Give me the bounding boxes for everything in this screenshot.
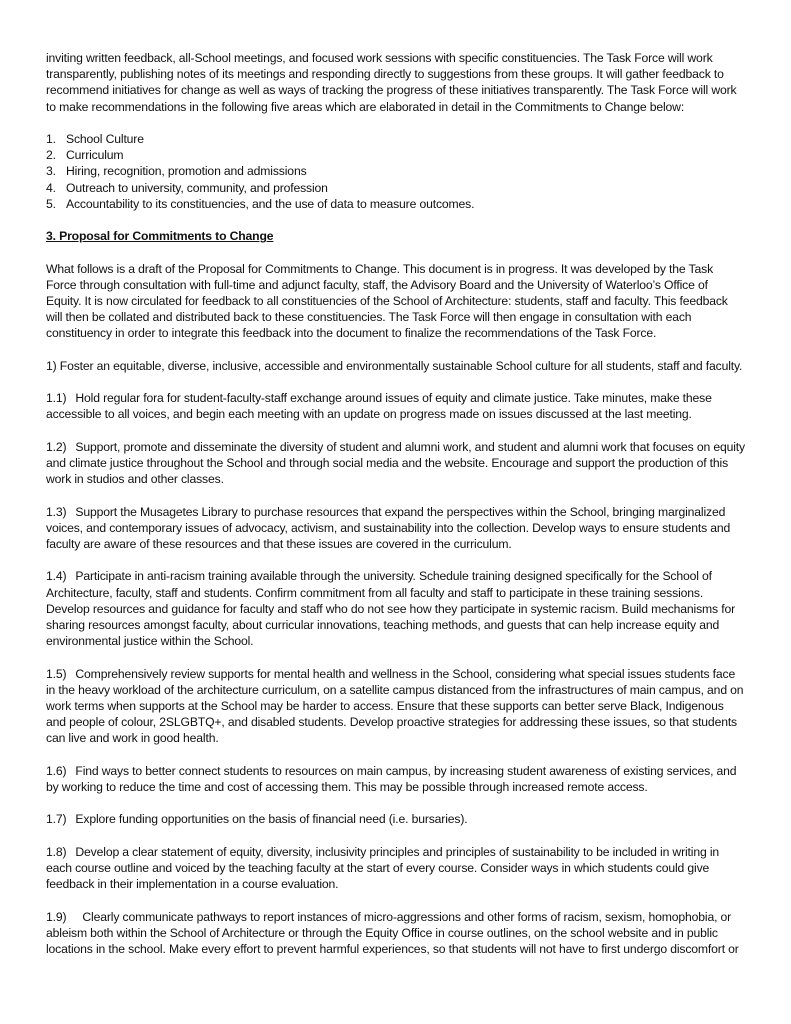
list-number: 4.	[46, 180, 56, 195]
commitment-item	[46, 390, 746, 422]
item-text: Participate in anti-racism training available through the university. Schedule training designed specifically for the School of Architecture, faculty, staff and students. Confirm commitment from all faculty and staff to participate in these training sessions. Develop resources and guidance for faculty and staff who do not see how they participate in systemic racism. Build mechanisms for sharing resources amongst faculty, about curricular innovations, teaching methods, and guests that can help increase equity and environmental justice within the School.	[46, 569, 736, 649]
focus-area-item	[46, 163, 746, 179]
commitment-item	[46, 504, 746, 553]
item-number: 1.1)	[46, 391, 67, 406]
list-label: Hiring, recognition, promotion and admissions	[66, 164, 307, 179]
list-label: Outreach to university, community, and profession	[66, 180, 328, 195]
commitment-item	[46, 811, 746, 827]
commitment-item	[46, 568, 746, 649]
item-number: 1.4)	[46, 569, 67, 584]
intro-paragraph: inviting written feedback, all-School meetings, and focused work sessions with specific constituencies. The Task Force will work transparently, publishing notes of its meetings and responding directly to suggestions from these groups. It will gather feedback to recommend initiatives for change as well as ways of tracking the progress of these initiatives transparently. The Task Force will work to make recommendations in the following five areas which are elaborated in detail in the Commitments to Change below:	[46, 51, 737, 114]
item-number: 1.8)	[46, 844, 67, 859]
item-text: Explore funding opportunities on the basis of financial need (i.e. bursaries).	[75, 812, 468, 827]
list-number: 2.	[46, 148, 56, 163]
focus-area-item	[46, 196, 746, 212]
item-number: 1.6)	[46, 763, 67, 778]
list-number: 1.	[46, 132, 56, 146]
item-number: 1.3)	[46, 504, 67, 519]
focus-area-item	[46, 147, 746, 163]
item-text: Clearly communicate pathways to report instances of micro-aggressions and other forms of racism, sexism, homophobia, or ableism both within the School of Architecture or through the Equity Office in course outlines, on the school website and in public locations in the school. Make every effort to prevent harmful experiences, so that students will not have to first undergo discomfort or	[46, 909, 739, 956]
list-number: 5.	[46, 196, 56, 211]
focus-area-item	[46, 131, 746, 147]
commitment-item	[46, 439, 746, 488]
item-text: Hold regular fora for student-faculty-staff exchange around issues of equity and climate justice. Take minutes, make these accessible to all voices, and begin each meeting with an update on progress made on issues discussed at the last meeting.	[46, 391, 712, 422]
focus-area-item	[46, 180, 746, 196]
commitment-text: Foster an equitable, diverse, inclusive, accessible and environmentally sustainable School culture for all students, staff and faculty.	[59, 358, 743, 373]
focus-areas-list	[46, 131, 746, 212]
item-text: Develop a clear statement of equity, diversity, inclusivity principles and principles of sustainability to be included in writing in each course outline and voiced by the teaching faculty at the start of every course. Consider ways in which students could give feedback in their implementation in a course evaluation.	[46, 844, 720, 892]
item-text: Comprehensively review supports for mental health and wellness in the School, considering what special issues students face in the heavy workload of the architecture curriculum, on a satellite campus distanced from the infrastructures of main campus, and on work terms when supports at the School may be harder to access. Ensure that these supports can better serve Black, Indigenous and people of colour, 2SLGBTQ+, and disabled students. Develop proactive strategies for addressing these issues, so that students can live and work in good health.	[46, 666, 744, 746]
commitment-heading	[46, 358, 746, 374]
list-label: Curriculum	[66, 148, 124, 163]
section-heading: 3. Proposal for Commitments to Change	[46, 229, 274, 244]
list-label: School Culture	[66, 132, 144, 146]
commitment-item	[46, 909, 746, 958]
item-number: 1.5)	[46, 666, 67, 681]
document-page	[46, 50, 746, 957]
list-number: 3.	[46, 164, 56, 179]
list-label: Accountability to its constituencies, and the use of data to measure outcomes.	[66, 196, 475, 211]
item-number: 1.9)	[46, 909, 67, 924]
commitment-item	[46, 844, 746, 893]
item-text: Support the Musagetes Library to purchase resources that expand the perspectives within the School, bringing marginalized voices, and contemporary issues of advocacy, activism, and sustainability into the collection. Develop ways to ensure students and faculty are aware of these resources and that these issues are covered in the curriculum.	[46, 504, 731, 551]
item-text: Find ways to better connect students to resources on main campus, by increasing student awareness of existing services, and by working to reduce the time and cost of accessing them. This may be possible through increased remote access.	[46, 763, 737, 794]
commitment-item	[46, 763, 746, 795]
section-intro-paragraph: What follows is a draft of the Proposal for Commitments to Change. This document is in progress. It was developed by the Task Force through consultation with full-time and adjunct faculty, staff, the Advisory Board and the University of Waterloo’s Office of Equity. It is now circulated for feedback to all constituencies of the School of Architecture: students, staff and faculty. This feedback will then be collated and distributed back to these constituencies. The Task Force will then engage in consultation with each constituency in order to integrate this feedback into the document to finalize the recommendations of the Task Force.	[46, 261, 728, 341]
commitment-number: 1)	[46, 358, 57, 373]
item-number: 1.7)	[46, 812, 67, 827]
item-number: 1.2)	[46, 439, 67, 454]
commitment-item	[46, 666, 746, 747]
item-text: Support, promote and disseminate the diversity of student and alumni work, and student and alumni work that focuses on equity and climate justice throughout the School and through social media and the website. Encourage and support the production of this work in studios and other classes.	[46, 439, 745, 487]
